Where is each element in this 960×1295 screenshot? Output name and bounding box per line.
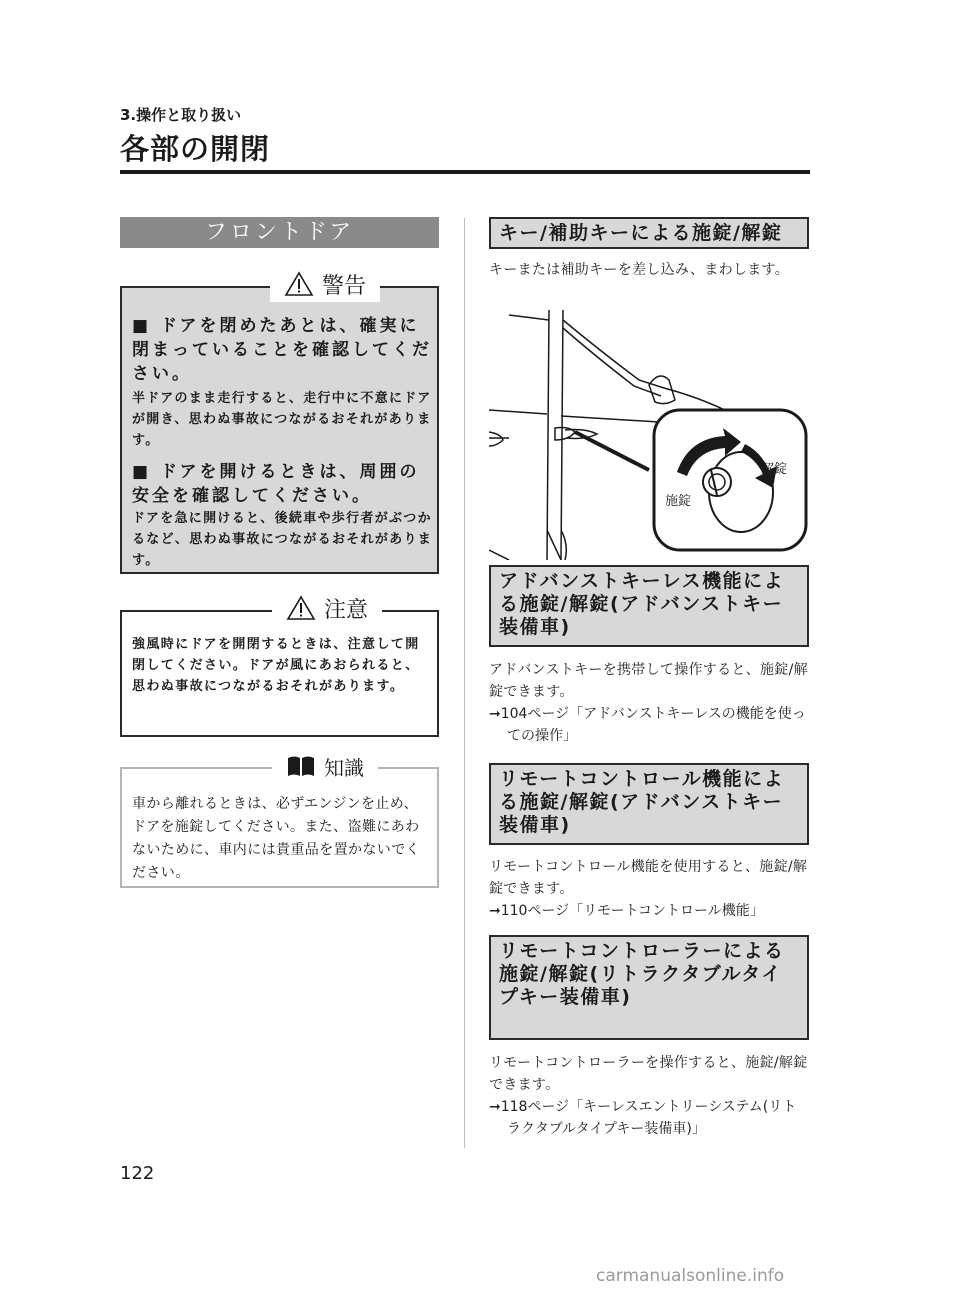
subsection-remote-controller-ref: ➞118ページ「キーレスエントリーシステム(リトラクタブルタイプキー装備車)」: [489, 1099, 797, 1137]
warning-item-1-heading: ■ ドアを閉めたあとは、確実に閉まっていることを確認してください。: [132, 316, 432, 384]
lock-label: 施錠: [665, 493, 692, 508]
warning-item-2-body: ドアを急に開けると、後続車や歩行者がぶつかるなど、思わぬ事故につながるおそれがあります。: [132, 511, 433, 568]
subsection-advanced-keyless-heading: アドバンストキーレス機能による施錠/解錠(アドバンストキー装備車): [489, 565, 809, 647]
warning-triangle-icon: [284, 271, 314, 297]
warning-label-text: 警告: [322, 273, 367, 299]
caution-label: [272, 590, 382, 626]
warning-label: [270, 266, 380, 302]
door-key-illustration: [489, 310, 809, 560]
subsection-advanced-keyless-body: アドバンストキーを携帯して操作すると、施錠/解錠できます。: [489, 662, 808, 700]
watermark: carmanualsonline.info: [596, 1266, 785, 1286]
column-divider: [464, 218, 465, 1148]
section-title-front-door: フロントドア: [120, 217, 439, 248]
subsection-remote-control-ref: ➞110ページ「リモートコントロール機能」: [489, 903, 764, 919]
caution-body: 強風時にドアを開閉するときは、注意して開閉してください。ドアが風にあおられると、思わぬ事故につながるおそれがあります。: [132, 637, 420, 694]
page-title: 各部の開閉: [120, 132, 271, 166]
subsection-remote-control-body: リモートコントロール機能を使用すると、施錠/解錠できます。: [489, 859, 808, 897]
info-label-text: 知識: [324, 755, 364, 780]
open-book-icon: [286, 754, 316, 778]
subsection-remote-control-heading: リモートコントロール機能による施錠/解錠(アドバンストキー装備車): [489, 763, 809, 845]
caution-triangle-icon: [286, 595, 316, 621]
unlock-label: 解錠: [761, 461, 788, 476]
subsection-remote-controller-body: リモートコントローラーを操作すると、施錠/解錠できます。: [489, 1055, 808, 1093]
warning-box: [120, 273, 439, 574]
caution-label-text: 注意: [324, 597, 369, 623]
subsection-key-lock-body: キーまたは補助キーを差し込み、まわします。: [489, 262, 790, 278]
subsection-advanced-keyless-ref: ➞104ページ「アドバンストキーレスの機能を使っての操作」: [489, 706, 806, 744]
warning-item-1-body: 半ドアのまま走行すると、走行中に不意にドアが開き、思わぬ事故につながるおそれがあります。: [132, 391, 432, 448]
chapter-label: 3.操作と取り扱い: [120, 106, 242, 124]
info-body: 車から離れるときは、必ずエンジンを止め、ドアを施錠してください。また、盗難にあわないために、車内には貴重品を置かないでください。: [132, 796, 420, 881]
title-rule: [120, 170, 810, 174]
warning-item-2-heading: ■ ドアを開けるときは、周囲の安全を確認してください。: [132, 462, 420, 506]
subsection-key-lock-heading: キー/補助キーによる施錠/解錠: [489, 217, 809, 249]
info-box: [120, 755, 439, 888]
info-label: [272, 751, 378, 781]
subsection-remote-controller-heading: リモートコントローラーによる施錠/解錠(リトラクタブルタイプキー装備車): [489, 935, 809, 1040]
caution-box: [120, 597, 439, 737]
page-number: 122: [120, 1163, 155, 1184]
